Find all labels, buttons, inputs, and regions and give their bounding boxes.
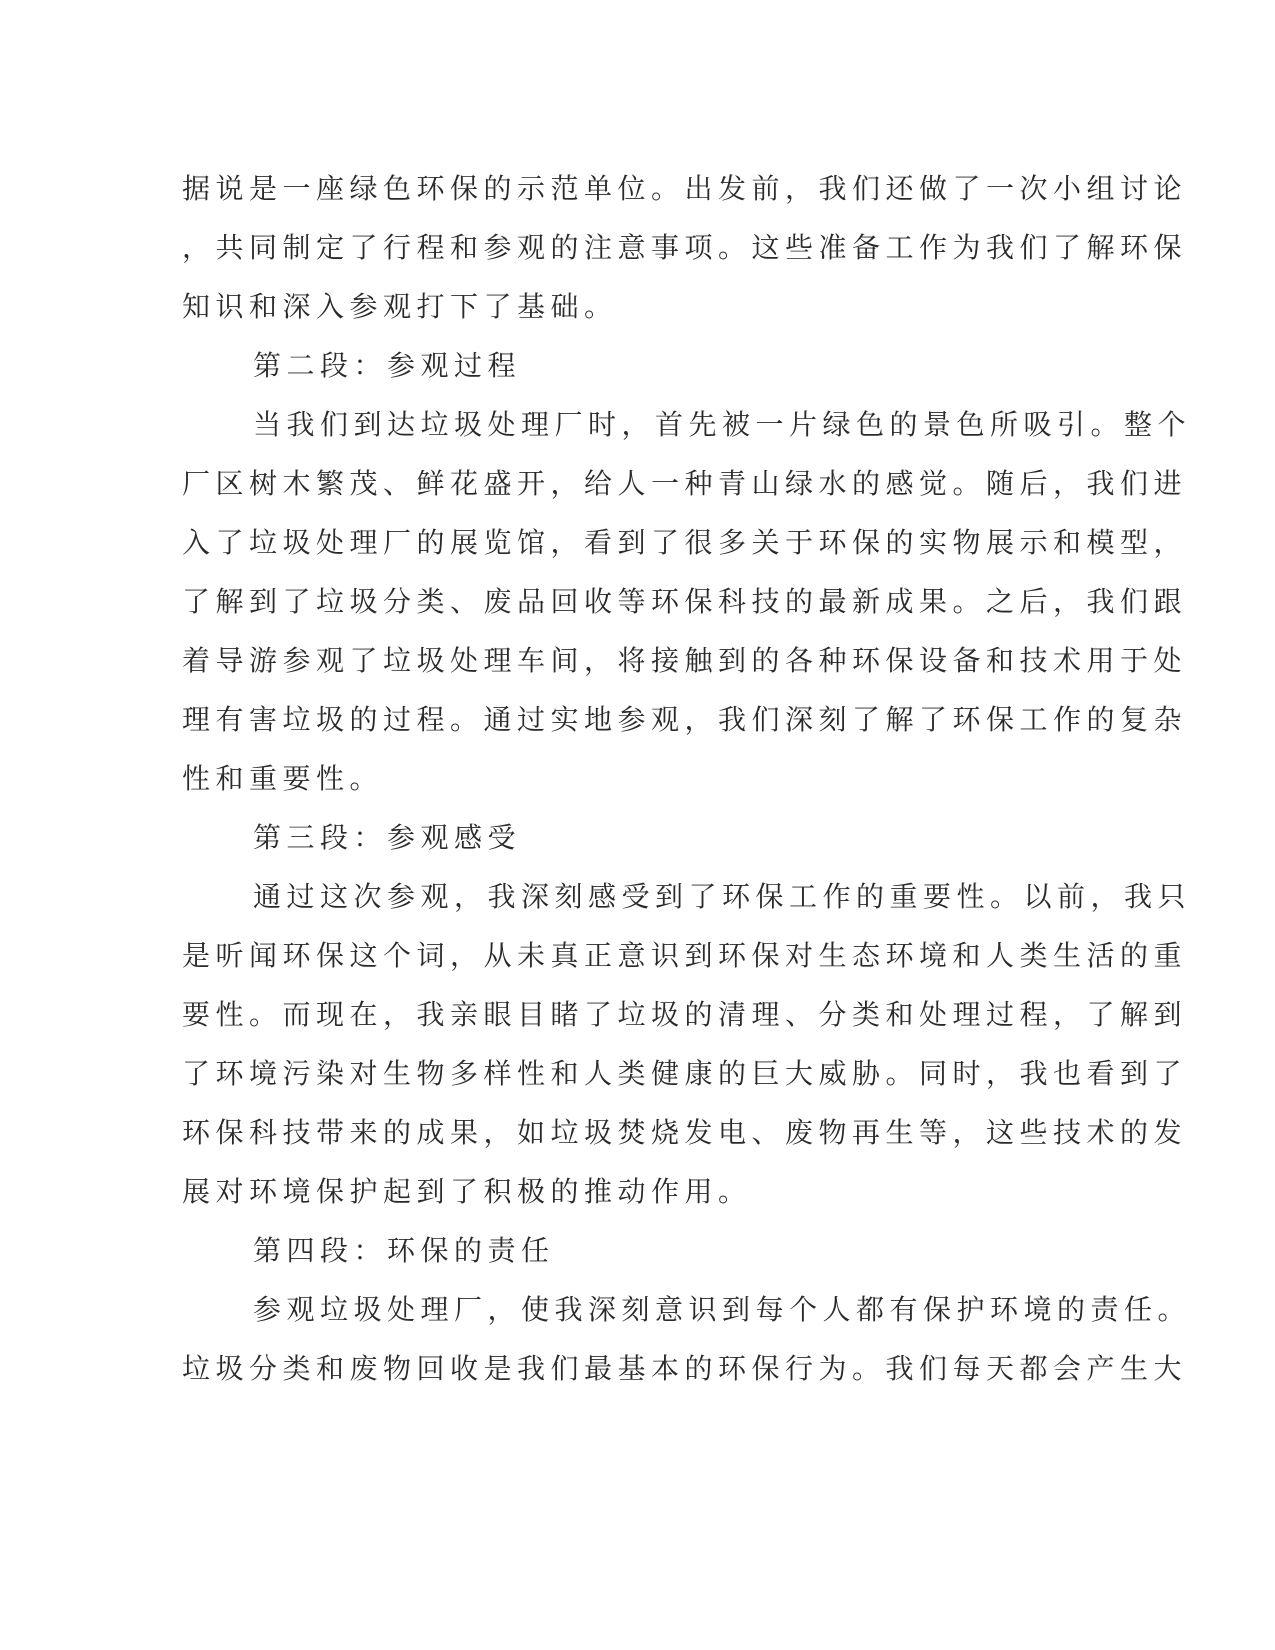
text-line: 通过这次参观，我深刻感受到了环保工作的重要性。以前，我只 <box>253 880 1192 913</box>
text-line: 知识和深入参观打下了基础。 <box>182 290 618 323</box>
text-line: 理有害垃圾的过程。通过实地参观，我们深刻了解了环保工作的复杂 <box>182 703 1188 736</box>
text-line: 了解到了垃圾分类、废品回收等环保科技的最新成果。之后，我们跟 <box>182 585 1188 618</box>
section-heading: 第四段：环保的责任 <box>253 1234 555 1267</box>
text-line: 参观垃圾处理厂，使我深刻意识到每个人都有保护环境的责任。 <box>253 1293 1192 1326</box>
text-line: ，共同制定了行程和参观的注意事项。这些准备工作为我们了解环保 <box>182 231 1188 264</box>
text-line: 当我们到达垃圾处理厂时，首先被一片绿色的景色所吸引。整个 <box>253 408 1192 441</box>
text-line: 展对环境保护起到了积极的推动作用。 <box>182 1175 752 1208</box>
text-line: 入了垃圾处理厂的展览馆，看到了很多关于环保的实物展示和模型， <box>182 526 1188 559</box>
text-line: 据说是一座绿色环保的示范单位。出发前，我们还做了一次小组讨论 <box>182 172 1188 205</box>
text-line: 厂区树木繁茂、鲜花盛开，给人一种青山绿水的感觉。随后，我们进 <box>182 467 1188 500</box>
text-line: 了环境污染对生物多样性和人类健康的巨大威胁。同时，我也看到了 <box>182 1057 1188 1090</box>
section-heading: 第三段：参观感受 <box>253 821 522 854</box>
text-line: 要性。而现在，我亲眼目睹了垃圾的清理、分类和处理过程，了解到 <box>182 998 1188 1031</box>
section-heading: 第二段：参观过程 <box>253 349 522 382</box>
text-line: 垃圾分类和废物回收是我们最基本的环保行为。我们每天都会产生大 <box>182 1352 1188 1385</box>
text-line: 着导游参观了垃圾处理车间，将接触到的各种环保设备和技术用于处 <box>182 644 1188 677</box>
text-line: 性和重要性。 <box>182 762 384 795</box>
text-line: 是听闻环保这个词，从未真正意识到环保对生态环境和人类生活的重 <box>182 939 1188 972</box>
document-body <box>182 159 1192 1398</box>
text-line: 环保科技带来的成果，如垃圾焚烧发电、废物再生等，这些技术的发 <box>182 1116 1188 1149</box>
